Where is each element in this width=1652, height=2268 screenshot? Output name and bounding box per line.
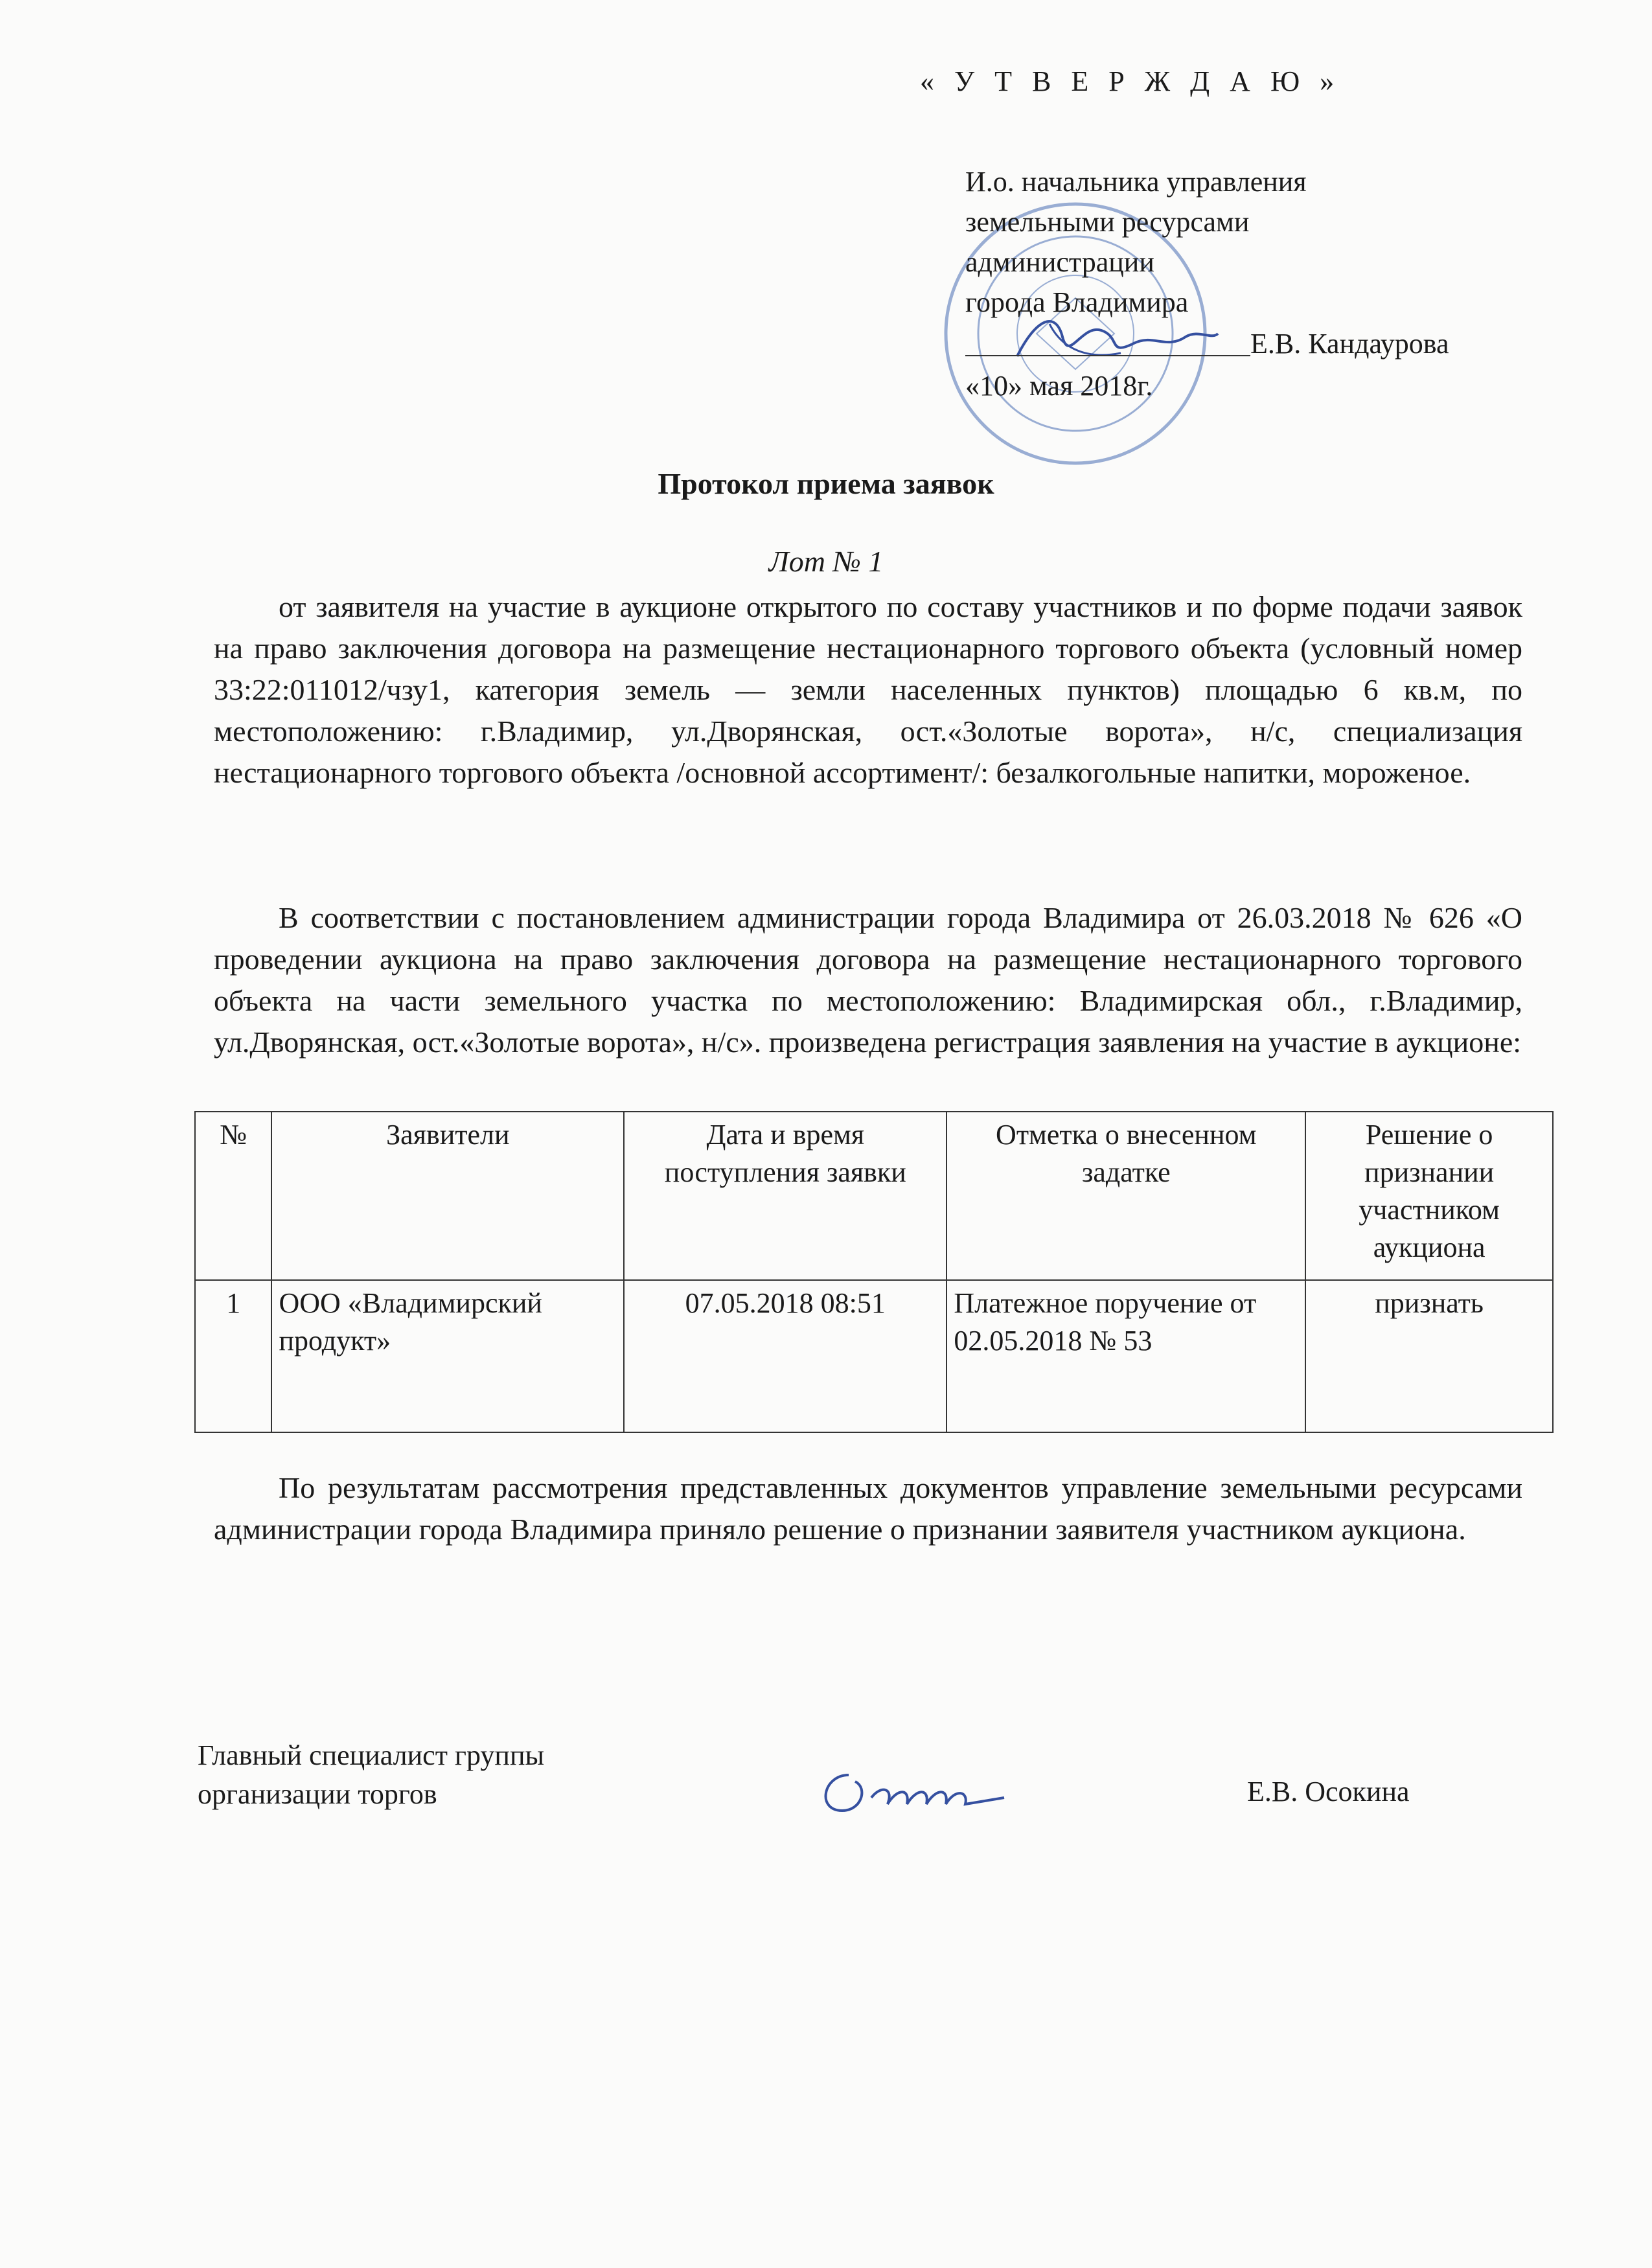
- approver-position-line: земельными ресурсами: [965, 206, 1250, 238]
- paragraph-result-text: По результатам рассмотрения представленных документов управление земельными ресурсами администрации города Владимира приняло решение о признании заявителя участником аукциона.: [214, 1471, 1522, 1546]
- header-applicants: Заявители: [271, 1112, 624, 1280]
- paragraph-basis-text: В соответствии с постановлением администрации города Владимира от 26.03.2018 № 626 «О проведении аукциона на право заключения договора на размещение нестационарного торгового объекта на части земельного участка по местоположению: Владимирская обл., г.Владимир, ул.Дворянская, ост.«Золотые ворота», н/с». произведена регистрация заявления на участие в аукционе:: [214, 901, 1522, 1059]
- header-deposit: Отметка о внесенном задатке: [946, 1112, 1305, 1280]
- paragraph-result: [214, 1467, 1522, 1550]
- cell-decision: признать: [1305, 1280, 1553, 1432]
- header-datetime: Дата и время поступления заявки: [624, 1112, 946, 1280]
- header-number: №: [195, 1112, 271, 1280]
- lot-number: Лот № 1: [768, 545, 884, 578]
- table-header-row: [195, 1112, 1553, 1280]
- signer-position-line: организации торгов: [198, 1778, 437, 1810]
- signer-name: Е.В. Осокина: [1247, 1776, 1410, 1807]
- approver-position-line: города Владимира: [965, 286, 1189, 318]
- paragraph-basis: [214, 897, 1522, 1063]
- approver-position-line: И.о. начальника управления: [965, 166, 1307, 198]
- signer-signature: [810, 1749, 1017, 1827]
- paragraph-subject-text: от заявителя на участие в аукционе открытого по составу участников и по форме подачи заявок на право заключения договора на размещение нестационарного торгового объекта (условный номер 33:22:011012/чзу1, категория земель — земли населенных пунктов) площадью 6 кв.м, по местоположению: г.Владимир, ул.Дворянская, ост.«Золотые ворота», н/с, специализация нестационарного торгового объекта /основной ассортимент/: безалкогольные напитки, мороженое.: [214, 590, 1522, 789]
- signer-position-line: Главный специалист группы: [198, 1739, 545, 1771]
- cell-datetime: 07.05.2018 08:51: [624, 1280, 946, 1432]
- cell-number: 1: [195, 1280, 271, 1432]
- applications-table: [194, 1111, 1554, 1433]
- header-decision: Решение о признании участником аукциона: [1305, 1112, 1553, 1280]
- paragraph-subject: [214, 586, 1522, 794]
- table-row: [195, 1280, 1553, 1432]
- document-title: Протокол приема заявок: [658, 467, 994, 500]
- approver-signature-line: [965, 355, 1250, 356]
- cell-applicant: ООО «Владимирский продукт»: [271, 1280, 624, 1432]
- approver-position: [965, 162, 1307, 323]
- signer-position: [198, 1736, 544, 1814]
- cell-deposit: Платежное поручение от 02.05.2018 № 53: [946, 1280, 1305, 1432]
- approver-name: Е.В. Кандаурова: [1250, 328, 1449, 360]
- approver-position-line: администрации: [965, 246, 1154, 278]
- approval-date: «10» мая 2018г.: [965, 370, 1153, 402]
- approval-heading: « У Т В Е Р Ж Д А Ю »: [920, 65, 1341, 97]
- approver-signature: [1011, 304, 1224, 376]
